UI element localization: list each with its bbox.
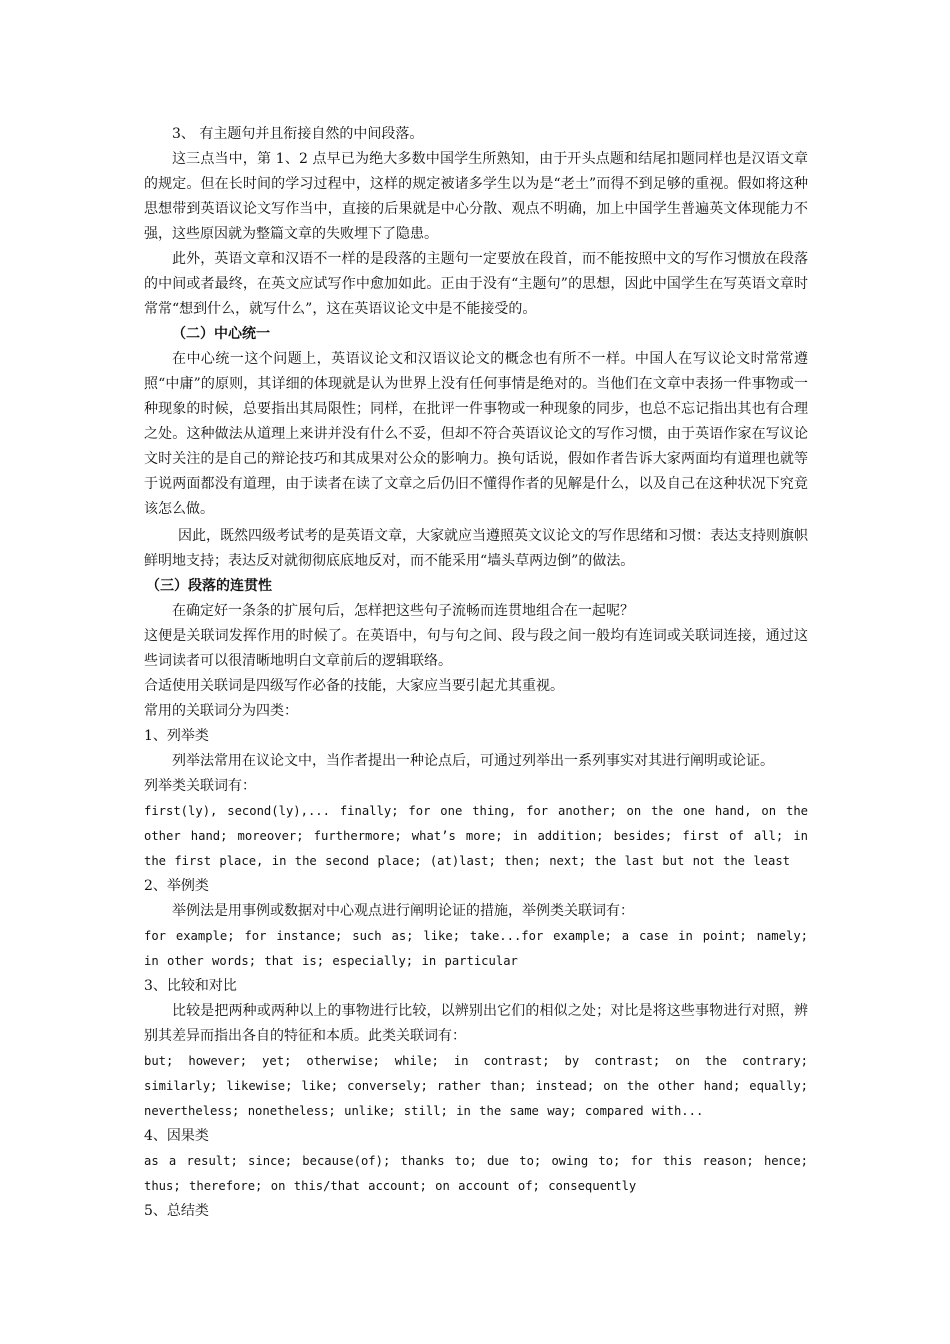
- english-enumeration-words: first(ly), second(ly),... finally; for one thing, for another; on the one hand, on the other hand; moreover; furthermore; what’s more; in addition; besides; first of all; in the first place, in the second place; (at)last; then; next; the last but not the least: [144, 804, 808, 868]
- english-example-words: for example; for instance; such as; like; take...for example; a case in point; namely; in other words; that is; especially; in particular: [144, 929, 808, 968]
- subheading-comparison: 3、比较和对比: [144, 978, 237, 994]
- section-heading-unity: （二）中心统一: [172, 326, 270, 342]
- paragraph-three-points: 这三点当中，第 1、2 点早已为绝大多数中国学生所熟知，由于开头点题和结尾扣题同样也是汉语文章的规定。但在长时间的学习过程中，这样的规定被诸多学生以为是“老土”而得不到足够的重视。假如将这种思想带到英语议论文写作当中，直接的后果就是中心分散、观点不明确，加上中国学生普遍英文体现能力不强，这些原因就为整篇文章的失败埋下了隐患。: [144, 151, 808, 242]
- paragraph-question: 在确定好一条条的扩展句后，怎样把这些句子流畅而连贯地组合在一起呢？: [172, 603, 634, 619]
- paragraph-examples: 举例法是用事例或数据对中心观点进行阐明论证的措施，举例类关联词有：: [172, 903, 634, 919]
- english-cause-effect-words: as a result; since; because(of); thanks to; due to; owing to; for this reason; hence; thus; therefore; on this/that account; on account of; consequently: [144, 1154, 808, 1193]
- paragraph-connectives: 这便是关联词发挥作用的时候了。在英语中，句与句之间、段与段之间一般均有连词或关联词连接，通过这些词读者可以很清晰地明白文章前后的逻辑联络。: [144, 628, 808, 669]
- subheading-summary: 5、总结类: [144, 1203, 209, 1219]
- english-comparison-words: but; however; yet; otherwise; while; in contrast; by contrast; on the contrary; similarly; likewise; like; conversely; rather than; instead; on the other hand; equally; nevertheless; nonetheless; unlike; still; in the same way; compared with...: [144, 1054, 808, 1118]
- label-enumeration-words: 列举类关联词有：: [144, 778, 256, 794]
- paragraph-comparison: 比较是把两种或两种以上的事物进行比较，以辨别出它们的相似之处；对比是将这些事物进行对照，辨别其差异而指出各自的特征和本质。此类关联词有：: [144, 1003, 808, 1044]
- paragraph-conclusion-unity: 因此，既然四级考试考的是英语文章，大家就应当遵照英文议论文的写作思绪和习惯：表达支持则旗帜鲜明地支持；表达反对就彻彻底底地反对，而不能采用“墙头草两边倒”的做法。: [144, 528, 808, 569]
- paragraph-enumeration: 列举法常用在议论文中，当作者提出一种论点后，可通过列举出一系列事实对其进行阐明或论证。: [172, 753, 774, 769]
- paragraph-four-types: 常用的关联词分为四类：: [144, 703, 298, 719]
- document-page: [144, 122, 808, 1224]
- subheading-examples: 2、举例类: [144, 878, 209, 894]
- list-item-3: 3、 有主题句并且衔接自然的中间段落。: [172, 126, 424, 142]
- paragraph-unity: 在中心统一这个问题上，英语议论文和汉语议论文的概念也有所不一样。中国人在写议论文时常常遵照“中庸”的原则，其详细的体现就是认为世界上没有任何事情是绝对的。当他们在文章中表扬一件事物或一种现象的时候，总要指出其局限性；同样，在批评一件事物或一种现象的同步，也总不忘记指出其也有合理之处。这种做法从道理上来讲并没有什么不妥，但却不符合英语议论文的写作习惯，由于英语作家在写议论文时关注的是自己的辩论技巧和其成果对公众的影响力。换句话说，假如作者告诉大家两面均有道理也就等于说两面都没有道理，由于读者在读了文章之后仍旧不懂得作者的见解是什么，以及自己在这种状况下究竟该怎么做。: [144, 351, 808, 517]
- section-heading-coherence: （三）段落的连贯性: [146, 578, 272, 594]
- subheading-cause-effect: 4、因果类: [144, 1128, 209, 1144]
- subheading-enumeration: 1、列举类: [144, 728, 209, 744]
- paragraph-topic-sentence: 此外，英语文章和汉语不一样的是段落的主题句一定要放在段首，而不能按照中文的写作习惯放在段落的中间或者最终，在英文应试写作中愈加如此。正由于没有“主题句”的思想，因此中国学生在写英语文章时常常“想到什么，就写什么”，这在英语议论文中是不能接受的。: [144, 251, 808, 317]
- paragraph-skill: 合适使用关联词是四级写作必备的技能，大家应当要引起尤其重视。: [144, 678, 564, 694]
